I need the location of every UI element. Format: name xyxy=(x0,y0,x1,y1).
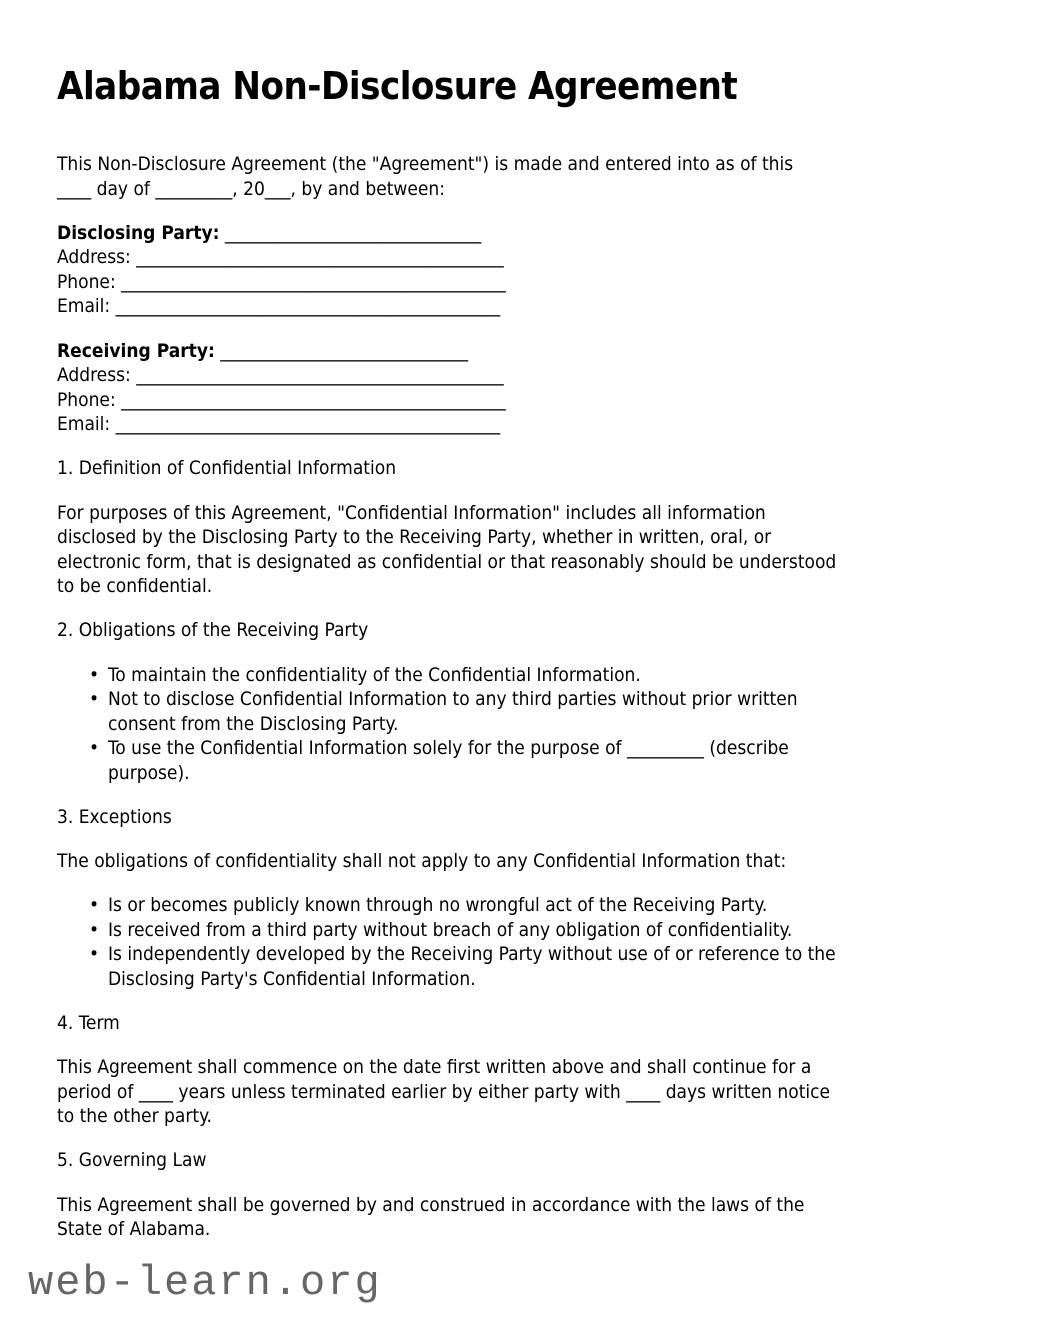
receiving-party-name-row xyxy=(57,339,997,364)
bullet-item xyxy=(108,663,997,688)
section-4-heading: 4. Term xyxy=(57,1012,120,1035)
email-blank: _____________________________________________ xyxy=(115,295,501,318)
bullet-line: purpose). xyxy=(108,761,190,784)
disclosing-party-name-blank: ______________________________ xyxy=(224,221,482,244)
email-blank: _____________________________________________ xyxy=(115,413,501,436)
receiving-party-name-blank: _____________________________ xyxy=(220,339,469,362)
bullet-item xyxy=(108,942,997,991)
intro-paragraph xyxy=(57,152,997,201)
paragraph-line: disclosed by the Disclosing Party to the Receiving Party, whether in written, oral, or xyxy=(57,526,772,549)
section-1-paragraph xyxy=(57,501,997,599)
disclosing-address-row xyxy=(57,245,997,270)
bullet-line: • Is or becomes publicly known through no wrongful act of the Receiving Party. xyxy=(108,894,768,917)
bullet-line: • To use the Confidential Information solely for the purpose of _________ (describe xyxy=(108,737,789,760)
watermark-text: web-learn.org xyxy=(28,1259,382,1307)
email-label: Email: xyxy=(57,295,111,318)
section-2-heading: 2. Obligations of the Receiving Party xyxy=(57,619,369,642)
paragraph-line: to be confidential. xyxy=(57,575,213,598)
address-label: Address: xyxy=(57,364,131,387)
bullet-line: consent from the Disclosing Party. xyxy=(108,712,399,735)
disclosing-party-label: Disclosing Party: xyxy=(57,221,220,244)
section-1-heading: 1. Definition of Confidential Information xyxy=(57,457,397,480)
section-2-bullet-list xyxy=(57,663,997,786)
receiving-phone-row xyxy=(57,388,997,413)
address-label: Address: xyxy=(57,246,131,269)
disclosing-phone-row xyxy=(57,270,997,295)
phone-label: Phone: xyxy=(57,270,116,293)
paragraph-line: to the other party. xyxy=(57,1105,212,1128)
section-3-bullet-list xyxy=(57,893,997,991)
paragraph-line: For purposes of this Agreement, "Confidential Information" includes all information xyxy=(57,501,766,524)
section-3-heading: 3. Exceptions xyxy=(57,805,172,828)
phone-label: Phone: xyxy=(57,388,116,411)
disclosing-party-name-row xyxy=(57,221,997,246)
intro-line: ____ day of _________, 20___, by and between: xyxy=(57,177,446,200)
bullet-line: • Is received from a third party without breach of any obligation of confidentiality. xyxy=(108,918,793,941)
receiving-email-row xyxy=(57,412,997,437)
phone-blank: _____________________________________________ xyxy=(121,270,506,293)
section-5-paragraph xyxy=(57,1193,997,1242)
intro-line: This Non-Disclosure Agreement (the "Agreement") is made and entered into as of this xyxy=(57,153,794,175)
receiving-party-label: Receiving Party: xyxy=(57,339,215,362)
bullet-item xyxy=(108,918,997,943)
bullet-line: • To maintain the confidentiality of the Confidential Information. xyxy=(108,663,641,686)
disclosing-party-block xyxy=(57,221,997,319)
bullet-line: Disclosing Party's Confidential Information. xyxy=(108,967,476,990)
bullet-line: • Is independently developed by the Receiving Party without use of or reference to the xyxy=(108,943,836,966)
bullet-line: • Not to disclose Confidential Information to any third parties without prior written xyxy=(108,688,798,711)
disclosing-email-row xyxy=(57,294,997,319)
document-title: Alabama Non-Disclosure Agreement xyxy=(57,64,738,108)
email-label: Email: xyxy=(57,413,111,436)
bullet-item xyxy=(108,736,997,785)
paragraph-line: State of Alabama. xyxy=(57,1218,211,1241)
paragraph-line: period of ____ years unless terminated earlier by either party with ____ days written notice xyxy=(57,1080,831,1103)
section-4-paragraph xyxy=(57,1055,997,1129)
phone-blank: _____________________________________________ xyxy=(121,388,506,411)
address-blank: ___________________________________________ xyxy=(136,246,504,269)
bullet-item xyxy=(108,687,997,736)
section-5-heading: 5. Governing Law xyxy=(57,1149,207,1172)
paragraph-line: This Agreement shall be governed by and construed in accordance with the laws of the xyxy=(57,1193,805,1216)
bullet-item xyxy=(108,893,997,918)
address-blank: ___________________________________________ xyxy=(136,364,504,387)
paragraph-line: This Agreement shall commence on the date first written above and shall continue for a xyxy=(57,1056,812,1079)
paragraph-line: The obligations of confidentiality shall not apply to any Confidential Information that: xyxy=(57,850,787,873)
receiving-address-row xyxy=(57,363,997,388)
paragraph-line: electronic form, that is designated as confidential or that reasonably should be understood xyxy=(57,550,837,573)
section-3-paragraph xyxy=(57,849,997,874)
receiving-party-block xyxy=(57,339,997,437)
